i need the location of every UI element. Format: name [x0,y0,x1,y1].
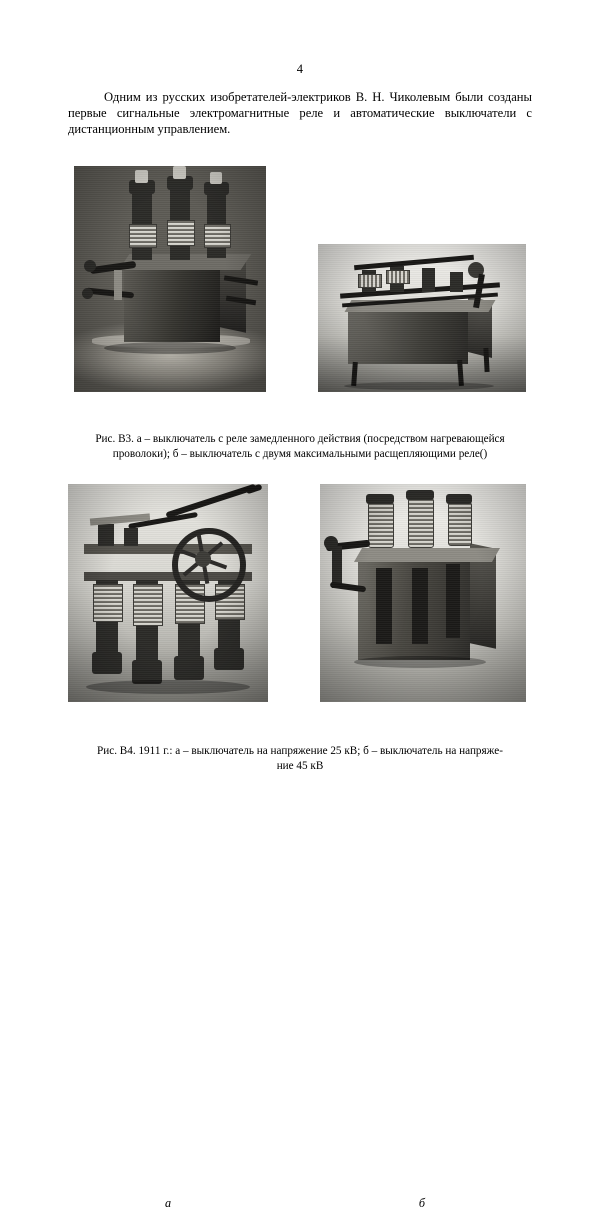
figure-v4-caption [68,744,532,774]
figure-v4-caption-line-1: Рис. В4. 1911 г.: а – выключатель на напряжение 25 кВ; б – выключатель на напряже- [97,745,503,757]
photo-switch-with-delay-relay [74,166,266,392]
figure-v3-caption-line-2: проволоки); б – выключатель с двумя максимальными расщепляющими реле() [112,447,488,460]
figure-v3-caption [68,432,532,462]
page-number: 4 [296,62,304,76]
figure-v4-label-b: б [418,1196,426,1210]
figure-v3 [0,166,600,396]
figure-v4-caption-line-2: ние 45 кВ [276,759,324,772]
photo-switch-with-two-max-relays [318,244,526,392]
figure-v3-caption-line-1: Рис. В3. а – выключатель с реле замедленного действия (посредством нагревающейся [95,433,505,445]
body-paragraph: Одним из русских изобретателей-электриков В. Н. Чиколевым были созданы первые сигнальные электромагнитные реле и автоматические выключатели с дистанционным управлением. [68,90,532,137]
photo-switch-45kv [320,484,526,702]
figure-v4-label-a: а [164,1196,172,1210]
photo-switch-25kv [68,484,268,702]
